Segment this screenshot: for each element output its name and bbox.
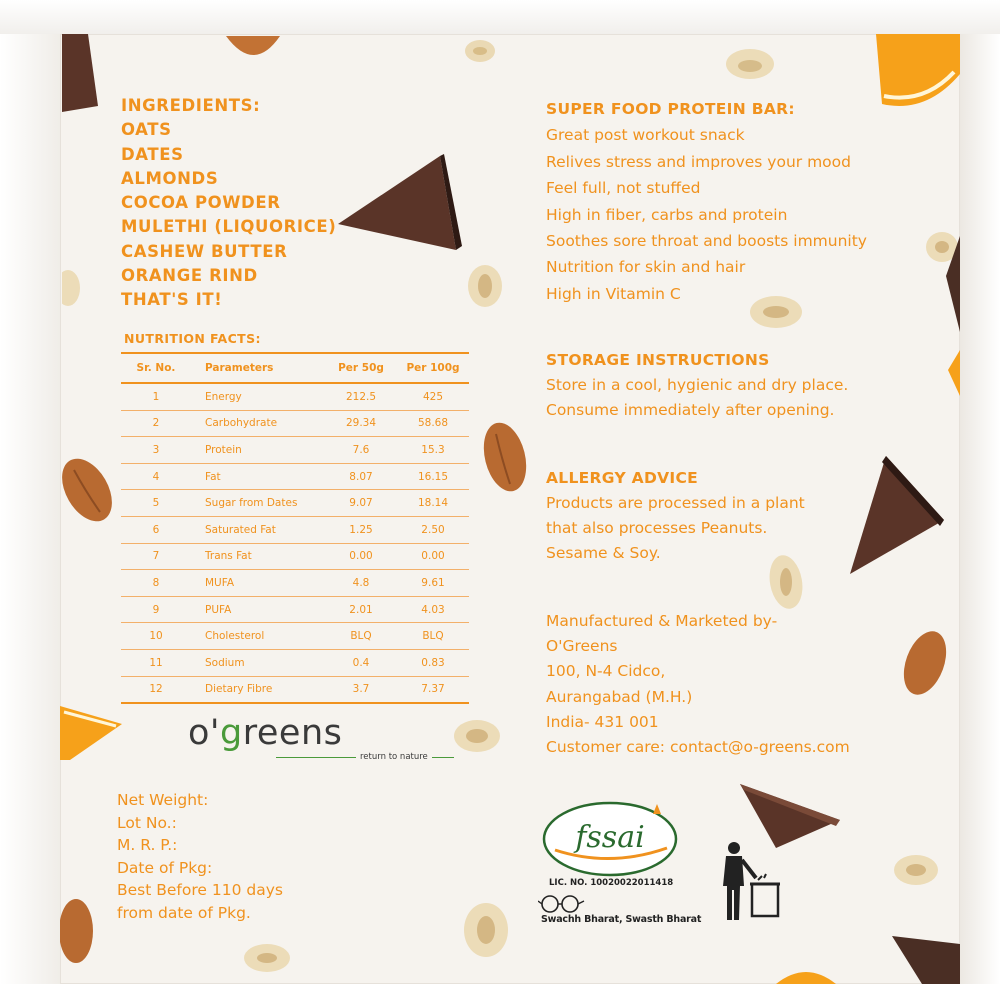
- brand-logo: [188, 713, 454, 762]
- benefit-item: Nutrition for skin and hair: [546, 258, 746, 277]
- nutrition-title: NUTRITION FACTS:: [124, 331, 261, 346]
- tagline-rule: [276, 757, 356, 758]
- chocolate-piece-icon: [338, 152, 464, 256]
- package-info-line: Net Weight:: [117, 791, 209, 809]
- wordmark-rest: reens: [242, 713, 343, 753]
- manufacturer-line: Customer care: contact@o-greens.com: [546, 738, 850, 757]
- table-cell: 9: [121, 596, 191, 623]
- benefits-section: [546, 96, 867, 307]
- allergy-section: [546, 466, 805, 566]
- fssai-license-number: LIC. NO. 10020022011418: [549, 878, 674, 888]
- manufacturer-line: India- 431 001: [546, 712, 659, 731]
- table-cell: 2.50: [397, 516, 469, 543]
- package-info: [117, 789, 283, 925]
- table-cell: 4: [121, 463, 191, 490]
- ingredient-item: THAT'S IT!: [121, 290, 223, 310]
- benefits-heading: SUPER FOOD PROTEIN BAR:: [546, 100, 795, 118]
- fssai-logo-icon: [541, 800, 679, 878]
- benefit-item: Relives stress and improves your mood: [546, 152, 851, 171]
- allergy-line: Sesame & Soy.: [546, 544, 661, 562]
- nutrition-table: [121, 352, 469, 704]
- table-row: [121, 516, 469, 543]
- table-cell: 5: [121, 490, 191, 517]
- almond-icon: [60, 896, 100, 966]
- wordmark-prefix: o': [188, 713, 221, 753]
- manufacturer-line: Aurangabad (M.H.): [546, 687, 693, 706]
- allergy-line: that also processes Peanuts.: [546, 519, 768, 537]
- table-cell: 7: [121, 543, 191, 570]
- box-top-flap: [0, 0, 1000, 35]
- chocolate-piece-icon: [892, 934, 960, 984]
- brand-tagline: return to nature: [360, 752, 428, 762]
- box-bottom-edge: [0, 984, 1000, 1000]
- table-row: [121, 437, 469, 464]
- manufacturer-line: O'Greens: [546, 637, 618, 656]
- ingredient-item: CASHEW BUTTER: [121, 241, 288, 261]
- table-cell: 1: [121, 383, 191, 410]
- table-cell: 29.34: [325, 410, 397, 437]
- table-row: [121, 543, 469, 570]
- table-cell: Cholesterol: [191, 623, 325, 650]
- table-cell: Saturated Fat: [191, 516, 325, 543]
- almond-icon: [900, 628, 950, 698]
- storage-section: [546, 348, 848, 423]
- orange-slice-icon: [876, 34, 960, 118]
- table-cell: 3.7: [325, 676, 397, 703]
- column-header: Per 50g: [325, 353, 397, 383]
- swachh-bharat-text: Swachh Bharat, Swasth Bharat: [541, 914, 702, 925]
- benefit-item: Great post workout snack: [546, 126, 745, 145]
- package-info-line: from date of Pkg.: [117, 903, 251, 922]
- table-row: [121, 383, 469, 410]
- tagline-rule: [432, 757, 454, 758]
- ingredient-item: ORANGE RIND: [121, 266, 258, 286]
- table-cell: 0.83: [397, 649, 469, 676]
- chocolate-piece-icon: [62, 34, 98, 114]
- storage-heading: STORAGE INSTRUCTIONS: [546, 351, 770, 369]
- manufacturer-section: [546, 609, 850, 760]
- table-cell: Dietary Fibre: [191, 676, 325, 703]
- table-cell: 2.01: [325, 596, 397, 623]
- benefit-item: Feel full, not stuffed: [546, 179, 701, 198]
- table-cell: Protein: [191, 437, 325, 464]
- table-cell: 58.68: [397, 410, 469, 437]
- oat-flake-icon: [462, 36, 498, 66]
- table-cell: Trans Fat: [191, 543, 325, 570]
- table-cell: 0.00: [325, 543, 397, 570]
- box-right-edge: [960, 34, 1000, 984]
- table-cell: 3: [121, 437, 191, 464]
- almond-icon: [482, 420, 528, 494]
- almond-icon: [224, 34, 282, 68]
- package-info-line: Best Before 110 days: [117, 881, 283, 900]
- dispose-in-bin-icon: [716, 840, 782, 924]
- table-cell: 0.00: [397, 543, 469, 570]
- table-row: [121, 596, 469, 623]
- brand-wordmark: [188, 713, 454, 753]
- storage-line: Store in a cool, hygienic and dry place.: [546, 376, 849, 394]
- table-cell: 12: [121, 676, 191, 703]
- ingredient-item: ALMONDS: [121, 168, 219, 188]
- allergy-line: Products are processed in a plant: [546, 494, 805, 512]
- wordmark-accent: g: [220, 713, 243, 753]
- table-row: [121, 649, 469, 676]
- chocolate-piece-icon: [846, 456, 946, 576]
- table-row: [121, 676, 469, 703]
- orange-slice-icon: [60, 704, 122, 760]
- column-header: Sr. No.: [121, 353, 191, 383]
- table-cell: 9.61: [397, 570, 469, 597]
- storage-line: Consume immediately after opening.: [546, 401, 835, 419]
- table-cell: 10: [121, 623, 191, 650]
- table-cell: 212.5: [325, 383, 397, 410]
- table-cell: 6: [121, 516, 191, 543]
- orange-slice-icon: [948, 350, 960, 396]
- ingredient-item: OATS: [121, 120, 172, 140]
- table-cell: 9.07: [325, 490, 397, 517]
- table-row: [121, 463, 469, 490]
- table-cell: 8: [121, 570, 191, 597]
- table-cell: 7.6: [325, 437, 397, 464]
- oat-flake-icon: [62, 268, 80, 308]
- table-row: [121, 490, 469, 517]
- ingredients-heading: INGREDIENTS:: [121, 96, 261, 115]
- table-cell: 18.14: [397, 490, 469, 517]
- table-row: [121, 570, 469, 597]
- table-cell: 4.8: [325, 570, 397, 597]
- column-header: Parameters: [191, 353, 325, 383]
- manufacturer-line: Manufactured & Marketed by-: [546, 612, 778, 630]
- table-cell: 4.03: [397, 596, 469, 623]
- table-row: [121, 410, 469, 437]
- table-cell: 15.3: [397, 437, 469, 464]
- table-cell: BLQ: [397, 623, 469, 650]
- table-row: [121, 623, 469, 650]
- package-info-line: Date of Pkg:: [117, 858, 213, 877]
- table-cell: BLQ: [325, 623, 397, 650]
- chocolate-piece-icon: [740, 774, 840, 848]
- oat-flake-icon: [464, 262, 506, 310]
- table-cell: PUFA: [191, 596, 325, 623]
- table-cell: 425: [397, 383, 469, 410]
- table-cell: Fat: [191, 463, 325, 490]
- oat-flake-icon: [892, 850, 940, 890]
- table-cell: 8.07: [325, 463, 397, 490]
- table-cell: Sugar from Dates: [191, 490, 325, 517]
- oat-flake-icon: [452, 716, 502, 756]
- ingredient-item: DATES: [121, 144, 184, 164]
- package-info-line: M. R. P.:: [117, 836, 178, 855]
- box-left-edge: [0, 34, 60, 984]
- allergy-heading: ALLERGY ADVICE: [546, 469, 699, 487]
- ingredient-item: MULETHI (LIQUORICE): [121, 217, 337, 237]
- table-cell: 2: [121, 410, 191, 437]
- table-cell: 0.4: [325, 649, 397, 676]
- table-cell: 16.15: [397, 463, 469, 490]
- table-cell: Sodium: [191, 649, 325, 676]
- table-header-row: [121, 353, 469, 383]
- manufacturer-line: 100, N-4 Cidco,: [546, 662, 666, 681]
- table-cell: Carbohydrate: [191, 410, 325, 437]
- benefit-item: Soothes sore throat and boosts immunity: [546, 232, 867, 251]
- ingredients-section: [121, 94, 336, 313]
- oat-flake-icon: [242, 940, 292, 976]
- table-cell: 1.25: [325, 516, 397, 543]
- benefit-item: High in fiber, carbs and protein: [546, 205, 788, 224]
- column-header: Per 100g: [397, 353, 469, 383]
- table-cell: 7.37: [397, 676, 469, 703]
- package-info-line: Lot No.:: [117, 813, 177, 832]
- table-cell: MUFA: [191, 570, 325, 597]
- brand-tagline-row: [188, 752, 454, 762]
- chocolate-piece-icon: [940, 236, 960, 332]
- oat-flake-icon: [460, 900, 512, 960]
- benefit-item: High in Vitamin C: [546, 284, 681, 303]
- oat-flake-icon: [723, 44, 777, 84]
- table-cell: 11: [121, 649, 191, 676]
- fssai-wordmark: fssai: [575, 820, 645, 855]
- table-cell: Energy: [191, 383, 325, 410]
- ingredient-item: COCOA POWDER: [121, 193, 281, 213]
- almond-icon: [60, 454, 114, 526]
- orange-slice-icon: [776, 960, 836, 984]
